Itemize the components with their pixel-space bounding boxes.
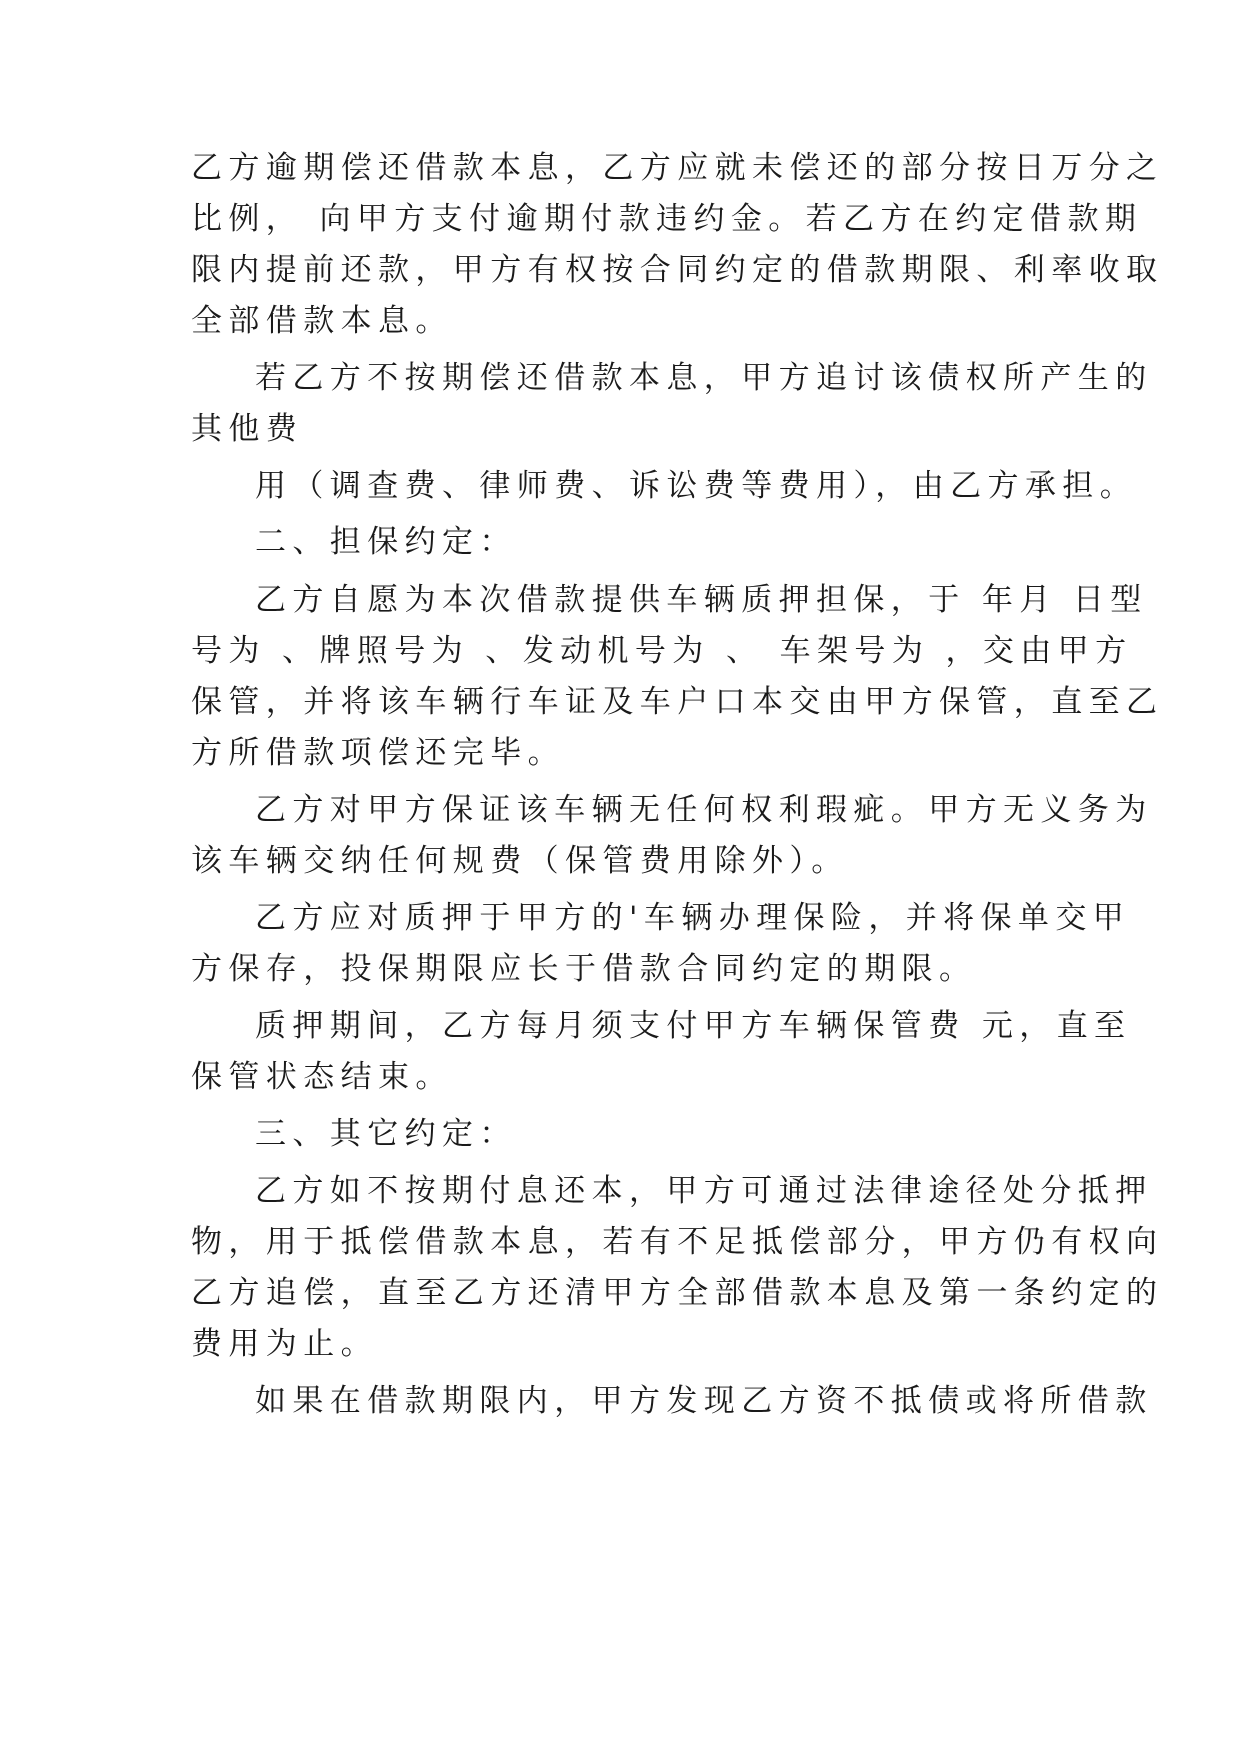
text-line-23: 费用为止。 <box>191 1326 378 1362</box>
text-line-15: 乙方应对质押于甲方的'车辆办理保险，并将保单交甲 <box>255 900 1131 936</box>
text-line-22: 乙方追偿，直至乙方还清甲方全部借款本息及第一条约定的 <box>191 1275 1164 1311</box>
text-line-1: 乙方逾期偿还借款本息，乙方应就未偿还的部分按日万分之 <box>191 150 1164 186</box>
text-line-3: 限内提前还款，甲方有权按合同约定的借款期限、利率收取 <box>191 252 1164 288</box>
text-line-7: 用（调查费、律师费、诉讼费等费用），由乙方承担。 <box>255 468 1138 504</box>
text-line-21: 物，用于抵偿借款本息，若有不足抵偿部分，甲方仍有权向 <box>191 1224 1164 1260</box>
section-heading-guarantee: 二、担保约定： <box>255 524 517 560</box>
text-line-17: 质押期间，乙方每月须支付甲方车辆保管费 元，直至 <box>255 1008 1132 1044</box>
text-line-10: 号为 、牌照号为 、发动机号为 、 车架号为 ，交由甲方 <box>191 633 1133 669</box>
text-line-4: 全部借款本息。 <box>191 303 453 339</box>
text-line-9: 乙方自愿为本次借款提供车辆质押担保，于 年月 日型 <box>255 582 1148 618</box>
text-line-5: 若乙方不按期偿还借款本息，甲方追讨该债权所产生的 <box>255 360 1153 396</box>
text-line-6: 其他费 <box>191 411 304 447</box>
text-line-20: 乙方如不按期付息还本，甲方可通过法律途径处分抵押 <box>255 1173 1153 1209</box>
section-heading-other: 三、其它约定： <box>255 1116 517 1152</box>
text-line-2: 比例， 向甲方支付逾期付款违约金。若乙方在约定借款期 <box>191 201 1143 237</box>
text-line-12: 方所借款项偿还完毕。 <box>191 735 565 771</box>
text-line-11: 保管，并将该车辆行车证及车户口本交由甲方保管，直至乙 <box>191 684 1164 720</box>
text-line-24: 如果在借款期限内，甲方发现乙方资不抵债或将所借款 <box>255 1383 1153 1419</box>
text-line-18: 保管状态结束。 <box>191 1059 453 1095</box>
text-line-13: 乙方对甲方保证该车辆无任何权利瑕疵。甲方无义务为 <box>255 792 1153 828</box>
text-line-14: 该车辆交纳任何规费（保管费用除外）。 <box>191 843 849 879</box>
text-line-16: 方保存，投保期限应长于借款合同约定的期限。 <box>191 951 977 987</box>
